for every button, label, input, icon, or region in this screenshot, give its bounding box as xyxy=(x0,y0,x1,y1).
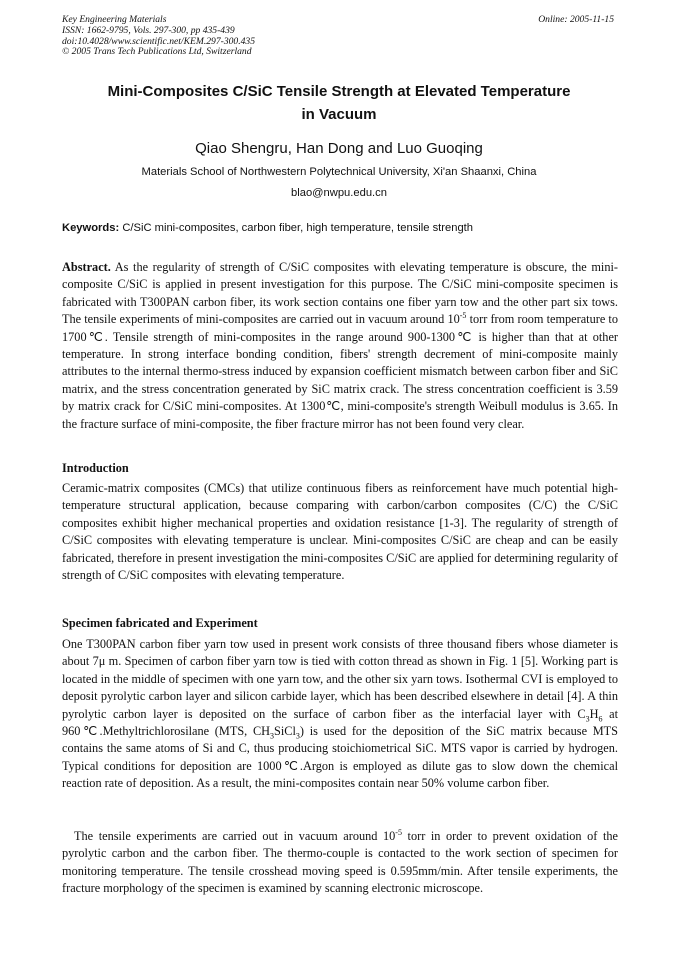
introduction-heading: Introduction xyxy=(62,461,129,475)
issn-line: ISSN: 1662-9795, Vols. 297-300, pp 435-439 xyxy=(62,24,235,36)
abstract-text-2: torr from room temperature to 1700℃. Tensile strength of mini-composites in the range around 900-1300℃ is higher than that at other temperature. In strong interface bonding condition, fibers' strength decrement of mini-composite mainly attributes to the internal thermo-stress induced by expansion coefficient mismatch between carbon fiber and SiC matrix, and the stress concentration generated by SiC matrix crack. The stress concentration coefficient is 3.59 by matrix crack for C/SiC mini-composites. At 1300℃, mini-composite's strength Weibull modulus is 3.65. In the fracture surface of mini-composite, the fiber fracture mirror has not been found very clear. xyxy=(62,312,618,431)
specimen-text-c: at 960℃.Methyltrichlorosilane (MTS, CH xyxy=(62,706,619,739)
affiliation: Materials School of Northwestern Polytechnical University, Xi'an Shaanxi, China xyxy=(141,166,537,178)
keywords xyxy=(62,221,622,235)
abstract-exponent: -5 xyxy=(459,311,467,321)
specimen-text-b: H xyxy=(589,706,599,721)
specimen-text-f: The tensile experiments are carried out in vacuum around 10 xyxy=(74,829,396,843)
author-email: blao@nwpu.edu.cn xyxy=(291,187,387,199)
paper-title xyxy=(62,80,616,126)
specimen-text-e: ) is used for the deposition of the SiC matrix because MTS contains the same atoms of Si and C, thus producing stoichiometrical SiC. MTS vapor is carried by hydrogen. Typical conditions for deposition are 1000℃.Argon is employed as dilute gas to slow down the chemical reaction rate of deposition. As a result, the mini-composites contain near 50% volume carbon fiber. xyxy=(62,724,618,791)
keywords-label: Keywords: xyxy=(62,222,120,234)
keywords-text: C/SiC mini-composites, carbon fiber, high temperature, tensile strength xyxy=(122,222,474,234)
authors: Qiao Shengru, Han Dong and Luo Guoqing xyxy=(195,140,483,157)
specimen-text-d: SiCl xyxy=(274,724,296,739)
subscript: 3 xyxy=(270,731,275,741)
abstract-text-1: As the regularity of strength of C/SiC composites with elevating temperature is obscure, the mini-composite C/SiC is applied in present investigation for this purpose. The C/SiC mini-composite specimen is fabricated with T300PAN carbon fiber, its work section contains one fiber yarn tow and the other part six tows. The tensile experiments of mini-composites are carried out in vacuum around 10 xyxy=(62,260,618,327)
subscript: 3 xyxy=(295,731,300,741)
title-line-2: in Vacuum xyxy=(301,106,377,123)
doi-line: doi:10.4028/www.scientific.net/KEM.297-300.435 xyxy=(62,35,256,47)
specimen-text-g: torr in order to prevent oxidation of the pyrolytic carbon and the carbon fiber. The thermo-couple is contacted to the work section of specimen for monitoring temperature. The tensile crosshead moving speed is 0.595mm/min. After tensile experiments, the fracture morphology of the specimen is examined by scanning electronic microscope. xyxy=(62,829,618,896)
specimen-text-a: One T300PAN carbon fiber yarn tow used in present work consists of three thousand fibers whose diameter is about 7μ m. Specimen of carbon fiber yarn tow is tied with cotton thread as shown in Fig. 1 [5]. Working part is located in the middle of specimen with one yarn tow, and the other six yarn tows. Isothermal CVI is employed to deposit pyrolytic carbon layer and silicon carbide layer, which has been described elsewhere in detail [4]. A thin pyrolytic carbon layer is deposited on the surface of carbon fiber as the interfacial layer with C xyxy=(62,637,618,721)
specimen-paragraph-2 xyxy=(62,828,618,898)
copyright-line: © 2005 Trans Tech Publications Ltd, Switzerland xyxy=(62,46,252,58)
title-line-1: Mini-Composites C/SiC Tensile Strength at Elevated Temperature xyxy=(107,83,571,100)
introduction-text: Ceramic-matrix composites (CMCs) that utilize continuous fibers as reinforcement have much potential high-temperature structural application, because comparing with carbon/carbon composites (C/C) the C/SiC composites exhibit higher mechanical properties and oxidation resistance [1-3]. The regularity of strength of C/SiC composites with elevating temperature is unclear. Mini-composites C/SiC are cheap and can be easily fabricated, therefore in present investigation the mini-composites C/SiC are applied for determining regularity of strength of C/SiC composites with elevating temperature. xyxy=(62,481,618,583)
online-date: Online: 2005-11-15 xyxy=(538,14,614,25)
specimen-paragraph-1 xyxy=(62,636,618,793)
subscript: 6 xyxy=(598,714,603,724)
superscript: -5 xyxy=(395,827,402,837)
abstract-label: Abstract. xyxy=(62,260,111,274)
subscript: 3 xyxy=(585,714,590,724)
abstract xyxy=(62,259,618,433)
specimen-heading: Specimen fabricated and Experiment xyxy=(62,616,258,630)
journal-name: Key Engineering Materials xyxy=(62,14,167,25)
journal-header xyxy=(62,15,255,58)
